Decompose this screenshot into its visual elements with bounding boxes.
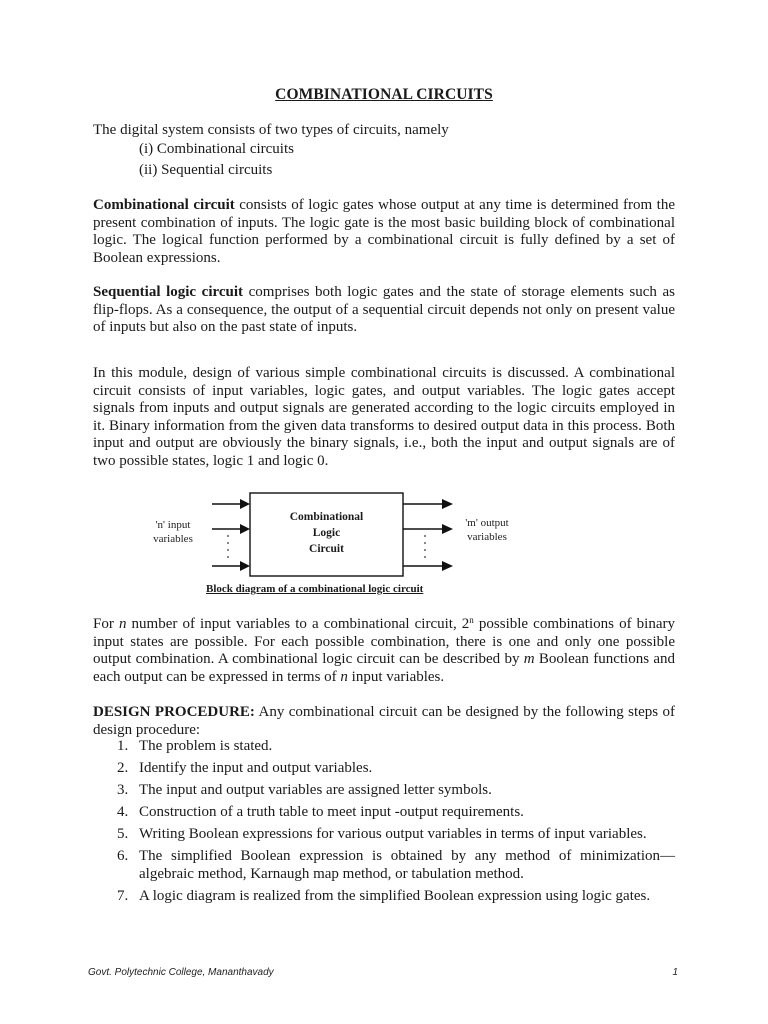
- input-variables-label: 'n' input variables: [153, 519, 193, 545]
- box-label: Combinational Logic Circuit: [289, 511, 364, 555]
- footer-institution: Govt. Polytechnic College, Mananthavady: [88, 967, 274, 978]
- design-step: 1. The problem is stated.: [117, 738, 273, 754]
- design-step: 6. The simplified Boolean expression is obtained by any method of minimization—algebraic method, Karnaugh map method, or tabulation method.: [117, 848, 675, 882]
- page-number: 1: [672, 967, 678, 978]
- design-procedure-heading: DESIGN PROCEDURE:: [93, 704, 255, 720]
- design-procedure-paragraph: DESIGN PROCEDURE: Any combinational circuit can be designed by the following steps of design procedure:: [93, 704, 676, 738]
- intro-item-combinational: (i) Combinational circuits: [139, 141, 294, 157]
- intro-item-sequential: (ii) Sequential circuits: [139, 162, 273, 178]
- design-steps-list: [93, 737, 675, 909]
- diagram-caption: Block diagram of a combinational logic circuit: [206, 583, 424, 595]
- sequential-definition: comprises both logic gates and the state of storage elements such as flip-flops. As a consequence, the output of a sequential circuit depends not only on present value of inputs but also on the past state of inputs.: [93, 284, 675, 335]
- design-step: 2. Identify the input and output variables.: [117, 760, 373, 776]
- block-diagram: [140, 485, 520, 600]
- design-step: 5. Writing Boolean expressions for various output variables in terms of input variables.: [117, 826, 647, 842]
- module-paragraph: In this module, design of various simple combinational circuits is discussed. A combinational circuit consists of input variables, logic gates, and output variables. The logic gates accept signals from inputs and output signals are generated according to the logic circuits employed in it. Binary information from the given data transforms to desired output data in this process. Both input and output are obviously the binary signals, i.e., both the input and output signals are of two possible states, logic 1 and logic 0.: [93, 365, 675, 469]
- page-footer: [88, 967, 678, 978]
- page-title: COMBINATIONAL CIRCUITS: [275, 86, 493, 103]
- design-step: 3. The input and output variables are assigned letter symbols.: [117, 782, 492, 798]
- n-variables-paragraph: For n number of input variables to a combinational circuit, 2$^n$ possible combinations of binary input states are possible. For each possible combination, there is one and only one possible output combination. A combinational logic circuit can be described by m Boolean functions and each output can be expressed in terms of n input variables.: [93, 615, 675, 685]
- combinational-term: Combinational circuit: [93, 197, 235, 213]
- combinational-paragraph: [93, 197, 675, 267]
- output-variables-label: 'm' output variables: [465, 517, 509, 543]
- design-step: 7. A logic diagram is realized from the simplified Boolean expression using logic gates.: [117, 888, 651, 904]
- sequential-paragraph: [93, 284, 675, 337]
- intro-text: The digital system consists of two types of circuits, namely: [93, 122, 449, 138]
- combinational-definition: consists of logic gates whose output at any time is determined from the present combination of inputs. The logic gate is the most basic building block of combinational logic. The logical function performed by a combinational circuit is fully defined by a set of Boolean expressions.: [93, 197, 676, 266]
- sequential-term: Sequential logic circuit: [93, 284, 244, 300]
- design-step: 4. Construction of a truth table to meet input -output requirements.: [117, 804, 524, 820]
